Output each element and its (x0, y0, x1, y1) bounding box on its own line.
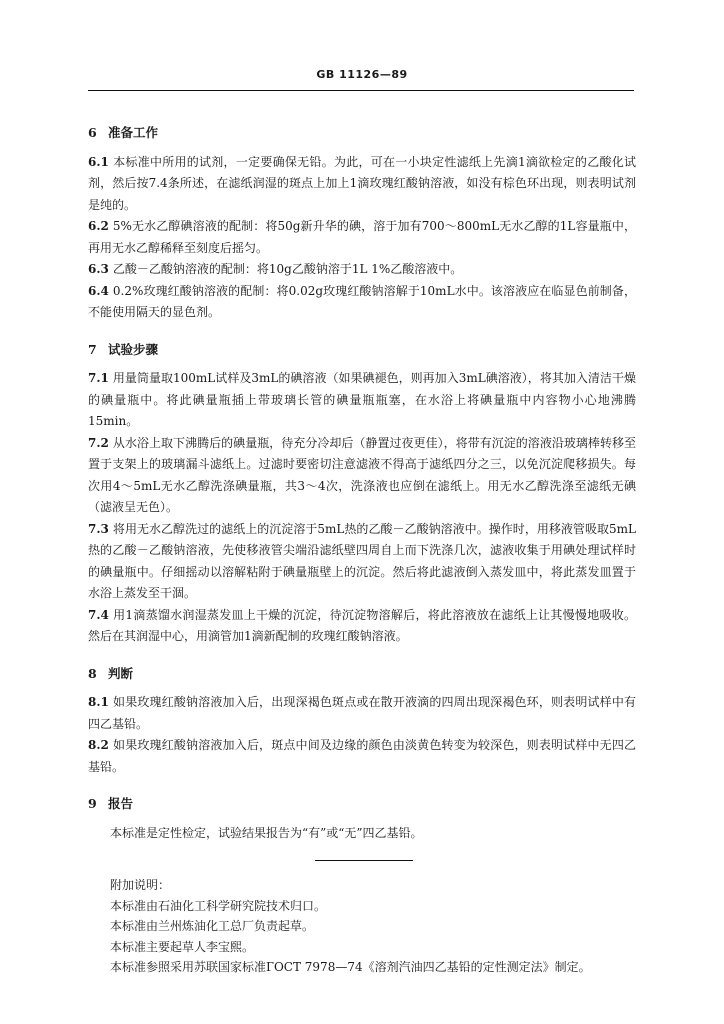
clause-text: 5%无水乙醇碘溶液的配制：将50g新升华的碘，溶于加有700～800mL无水乙醇的1L容量瓶中，再用无水乙醇稀释至刻度后摇匀。 (88, 219, 636, 255)
clause-7-2 (88, 433, 636, 519)
clause-number: 6.1 (88, 154, 109, 169)
section-9-heading (88, 793, 636, 815)
clause-6-1 (88, 152, 636, 217)
document-body (88, 122, 636, 978)
clause-text: 如果玫瑰红酸钠溶液加入后，斑点中间及边缘的颜色由淡黄色转变为较深色，则表明试样中无四乙基铅。 (88, 738, 636, 774)
appendix-notes (110, 875, 636, 978)
end-divider (315, 860, 413, 861)
clause-number: 6.3 (88, 262, 109, 276)
section-number: 8 (88, 665, 97, 681)
clause-text: 用1滴蒸馏水润湿蒸发皿上干燥的沉淀，待沉淀物溶解后，将此溶液放在滤纸上让其慢慢地吸收。然后在其润湿中心，用滴管加1滴新配制的玫瑰红酸钠溶液。 (88, 607, 636, 643)
appendix-line: 本标准参照采用苏联国家标准ГОСТ 7978—74《溶剂汽油四乙基铅的定性测定法》制定。 (110, 960, 591, 974)
appendix-line: 本标准由石油化工科学研究院技术归口。 (110, 898, 327, 913)
section-8-heading (88, 663, 636, 685)
clause-number: 7.1 (88, 371, 109, 385)
clause-8-1 (88, 692, 636, 735)
clause-text: 用量筒量取100mL试样及3mL的碘溶液（如果碘褪色，则再加入3mL碘溶液），将其加入清洁干燥的碘量瓶中。将此碘量瓶插上带玻璃长管的碘量瓶瓶塞，在水浴上将碘量瓶中内容物小心地沸腾15min。 (88, 371, 636, 428)
clause-6-3 (88, 259, 636, 281)
clause-number: 6.2 (88, 219, 109, 233)
appendix-title: 附加说明： (110, 878, 171, 892)
clause-number: 8.2 (88, 738, 109, 752)
clause-number: 7.3 (88, 521, 109, 536)
report-text: 本标准是定性检定，试验结果报告为“有”或“无”四乙基铅。 (110, 825, 423, 840)
clause-6-2 (88, 216, 636, 259)
appendix-line: 本标准主要起草人李宝熙。 (110, 939, 255, 954)
section-title: 报告 (108, 796, 134, 811)
clause-text: 0.2%玫瑰红酸钠溶液的配制：将0.02g玫瑰红酸钠溶解于10mL水中。该溶液应在临显色前制备，不能使用隔天的显色剂。 (88, 283, 636, 319)
clause-7-1 (88, 368, 636, 433)
clause-text: 如果玫瑰红酸钠溶液加入后，出现深褐色斑点或在散开液滴的四周出现深褐色环，则表明试样中有四乙基铅。 (88, 695, 636, 731)
section-6-heading (88, 122, 636, 144)
clause-7-4 (88, 605, 636, 648)
section-title: 试验步骤 (108, 341, 159, 357)
section-number: 7 (88, 341, 97, 357)
clause-8-2 (88, 735, 636, 778)
clause-text: 将用无水乙醇洗过的滤纸上的沉淀溶于5mL热的乙酸－乙酸钠溶液中。操作时，用移液管吸取5mL热的乙酸－乙酸钠溶液，先使移液管尖端沿滤纸壁四周自上而下洗涤几次，滤液收集于用碘处理试样时的碘量瓶中。仔细摇动以溶解粘附于碘量瓶壁上的沉淀。然后将此滤液倒入蒸发皿中，将此蒸发皿置于水浴上蒸发至干涸。 (88, 521, 636, 600)
clause-number: 8.1 (88, 695, 109, 709)
clause-number: 6.4 (88, 283, 109, 298)
section-7-heading (88, 339, 636, 361)
clause-number: 7.2 (88, 435, 109, 450)
section-number: 6 (88, 125, 97, 140)
header-rule (88, 90, 634, 91)
page-header: GB 11126—89 (316, 68, 408, 81)
section-title: 准备工作 (108, 125, 159, 140)
clause-text: 从水浴上取下沸腾后的碘量瓶，待充分冷却后（静置过夜更佳），将带有沉淀的溶液沿玻璃棒转移至置于支架上的玻璃漏斗滤纸上。过滤时要密切注意滤液不得高于滤纸四分之三，以免沉淀爬移损失。每次用4～5mL无水乙醇洗涤碘量瓶，共3～4次，洗涤液也应倒在滤纸上。用无水乙醇洗涤至滤纸无碘（滤液呈无色）。 (88, 435, 636, 514)
section-title: 判断 (108, 665, 134, 681)
clause-number: 7.4 (88, 607, 109, 622)
clause-text: 乙酸－乙酸钠溶液的配制：将10g乙酸钠溶于1L 1%乙酸溶液中。 (112, 262, 463, 276)
clause-text: 本标准中所用的试剂，一定要确保无铅。为此，可在一小块定性滤纸上先滴1滴欲检定的乙酸化试剂，然后按7.4条所述，在滤纸润湿的斑点上加上1滴玫瑰红酸钠溶液，如没有棕色环出现，则表明试剂是纯的。 (88, 154, 636, 212)
clause-7-3 (88, 519, 636, 605)
section-number: 9 (88, 796, 97, 811)
clause-6-4 (88, 281, 636, 324)
appendix-line: 本标准由兰州炼油化工总厂负责起草。 (110, 919, 315, 933)
